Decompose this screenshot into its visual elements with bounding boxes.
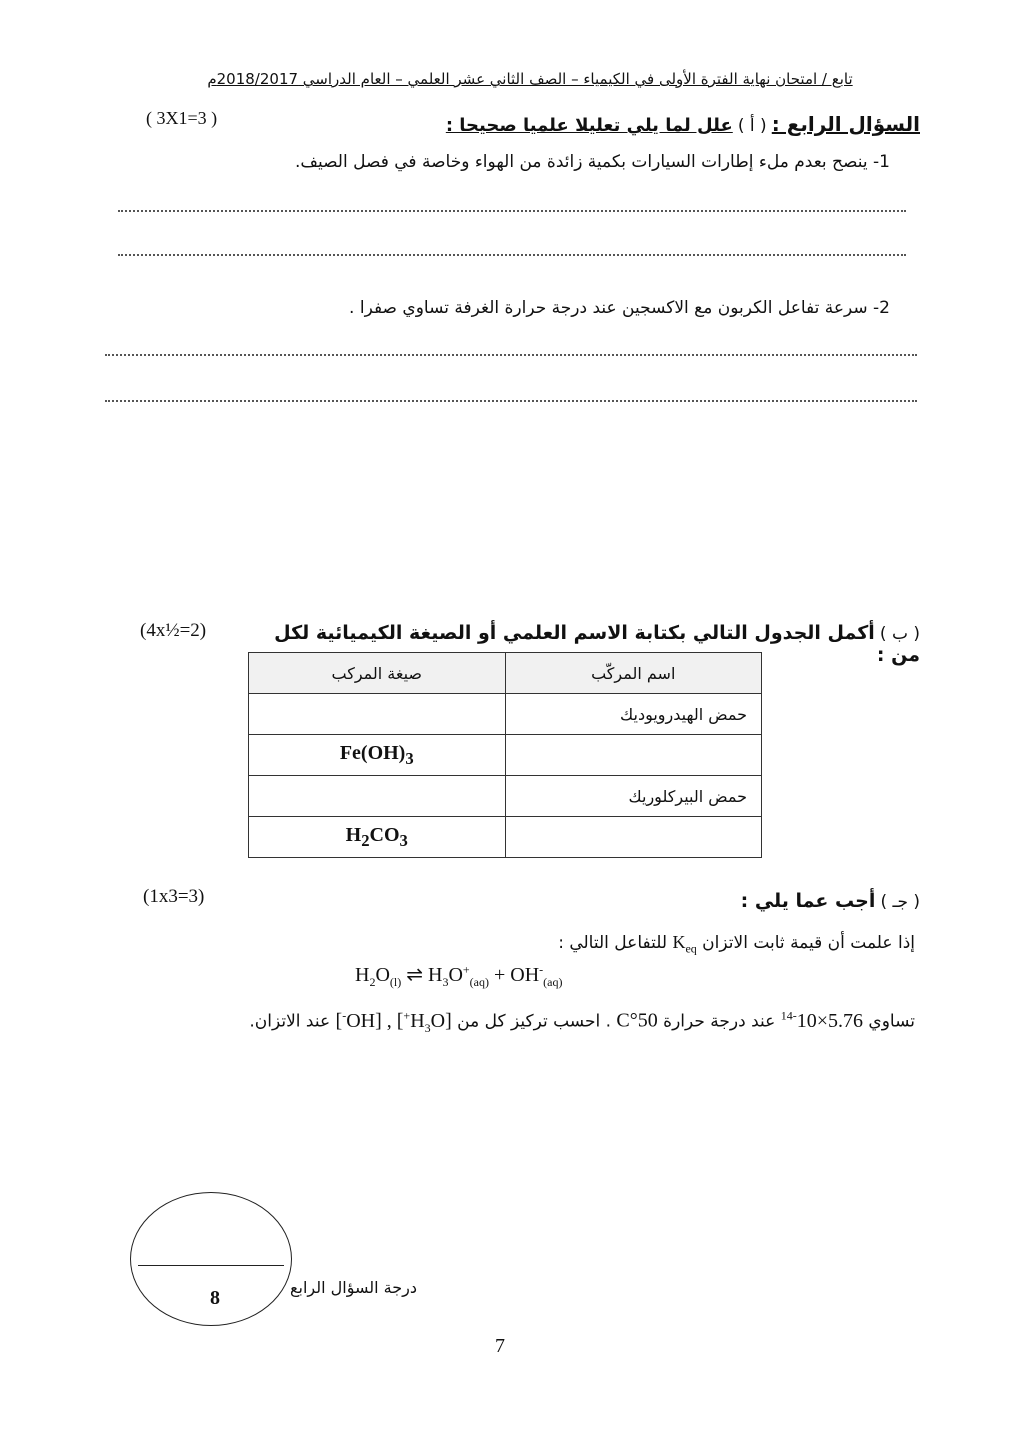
part-c-line-3: تساوي $5.76\times 10^{-14}$ عند درجة حرارة 50°C . احسب تركيز كل من $[H_3O^+]$ , [OH-] عند الاتزان.: [249, 1008, 915, 1035]
grade-total: 8: [210, 1287, 220, 1309]
answer-line[interactable]: [118, 254, 906, 256]
table-row: [249, 817, 762, 858]
part-c-score: (1x3=3): [143, 886, 205, 907]
header-compound-formula: صيغة المركب: [249, 653, 506, 694]
part-c-instruction: أجب عما يلي :: [740, 890, 876, 912]
compound-name-cell[interactable]: حمض الهيدرويوديك: [505, 694, 762, 735]
grade-label: درجة السؤال الرابع: [290, 1278, 417, 1297]
part-b-instruction: أكمل الجدول التالي بكتابة الاسم العلمي أو الصيغة الكيميائية لكل من :: [274, 622, 920, 666]
grade-divider: [138, 1265, 284, 1266]
part-a-title-row: [440, 112, 920, 136]
answer-line[interactable]: [118, 210, 906, 212]
header-compound-name: اسم المركّب: [505, 653, 762, 694]
question-title: السؤال الرابع :: [771, 112, 920, 136]
part-a-score: ( 3X1=3 ): [146, 108, 218, 128]
compounds-table: [248, 652, 762, 858]
compound-formula-cell[interactable]: [249, 694, 506, 735]
part-b-label: ( ب ): [879, 624, 920, 644]
answer-line[interactable]: [105, 354, 917, 356]
part-c-title-row: [620, 890, 920, 912]
part-b-score: (4x½=2): [140, 620, 207, 641]
part-c-line-1: إذا علمت أن قيمة ثابت الاتزان $K_{eq}$ للتفاعل التالي :: [558, 932, 915, 956]
part-a-item-2: 2- سرعة تفاعل الكربون مع الاكسجين عند درجة حرارة الغرفة تساوي صفرا .: [349, 298, 890, 318]
compound-name-cell[interactable]: [505, 817, 762, 858]
equilibrium-equation: $H_2O_{(l)}$ ⇌ $H_3O^+_{(aq)} + OH^-_{(aq)}$: [355, 962, 563, 989]
part-a-label: ( أ ): [737, 116, 767, 136]
exam-header: تابع / امتحان نهاية الفترة الأولى في الكيمياء – الصف الثاني عشر العلمي – العام الدراسي 2018/2017م: [207, 70, 853, 88]
answer-line[interactable]: [105, 400, 917, 402]
part-a-instruction: علل لما يلي تعليلا علميا صحيحا :: [445, 115, 733, 136]
compound-formula-cell: $H_2CO_3$: [249, 817, 506, 858]
compound-name-cell[interactable]: [505, 735, 762, 776]
part-c-label: ( جـ ): [880, 892, 920, 912]
page-number: 7: [495, 1335, 505, 1357]
compound-formula-cell[interactable]: [249, 776, 506, 817]
table-row: [249, 694, 762, 735]
table-row: [249, 735, 762, 776]
table-header-row: [249, 653, 762, 694]
compound-formula-cell: $Fe(OH)_3$: [249, 735, 506, 776]
compound-name-cell[interactable]: حمض البيركلوريك: [505, 776, 762, 817]
table-row: [249, 776, 762, 817]
part-a-item-1: 1- ينصح بعدم ملء إطارات السيارات بكمية زائدة من الهواء وخاصة في فصل الصيف.: [294, 152, 890, 172]
